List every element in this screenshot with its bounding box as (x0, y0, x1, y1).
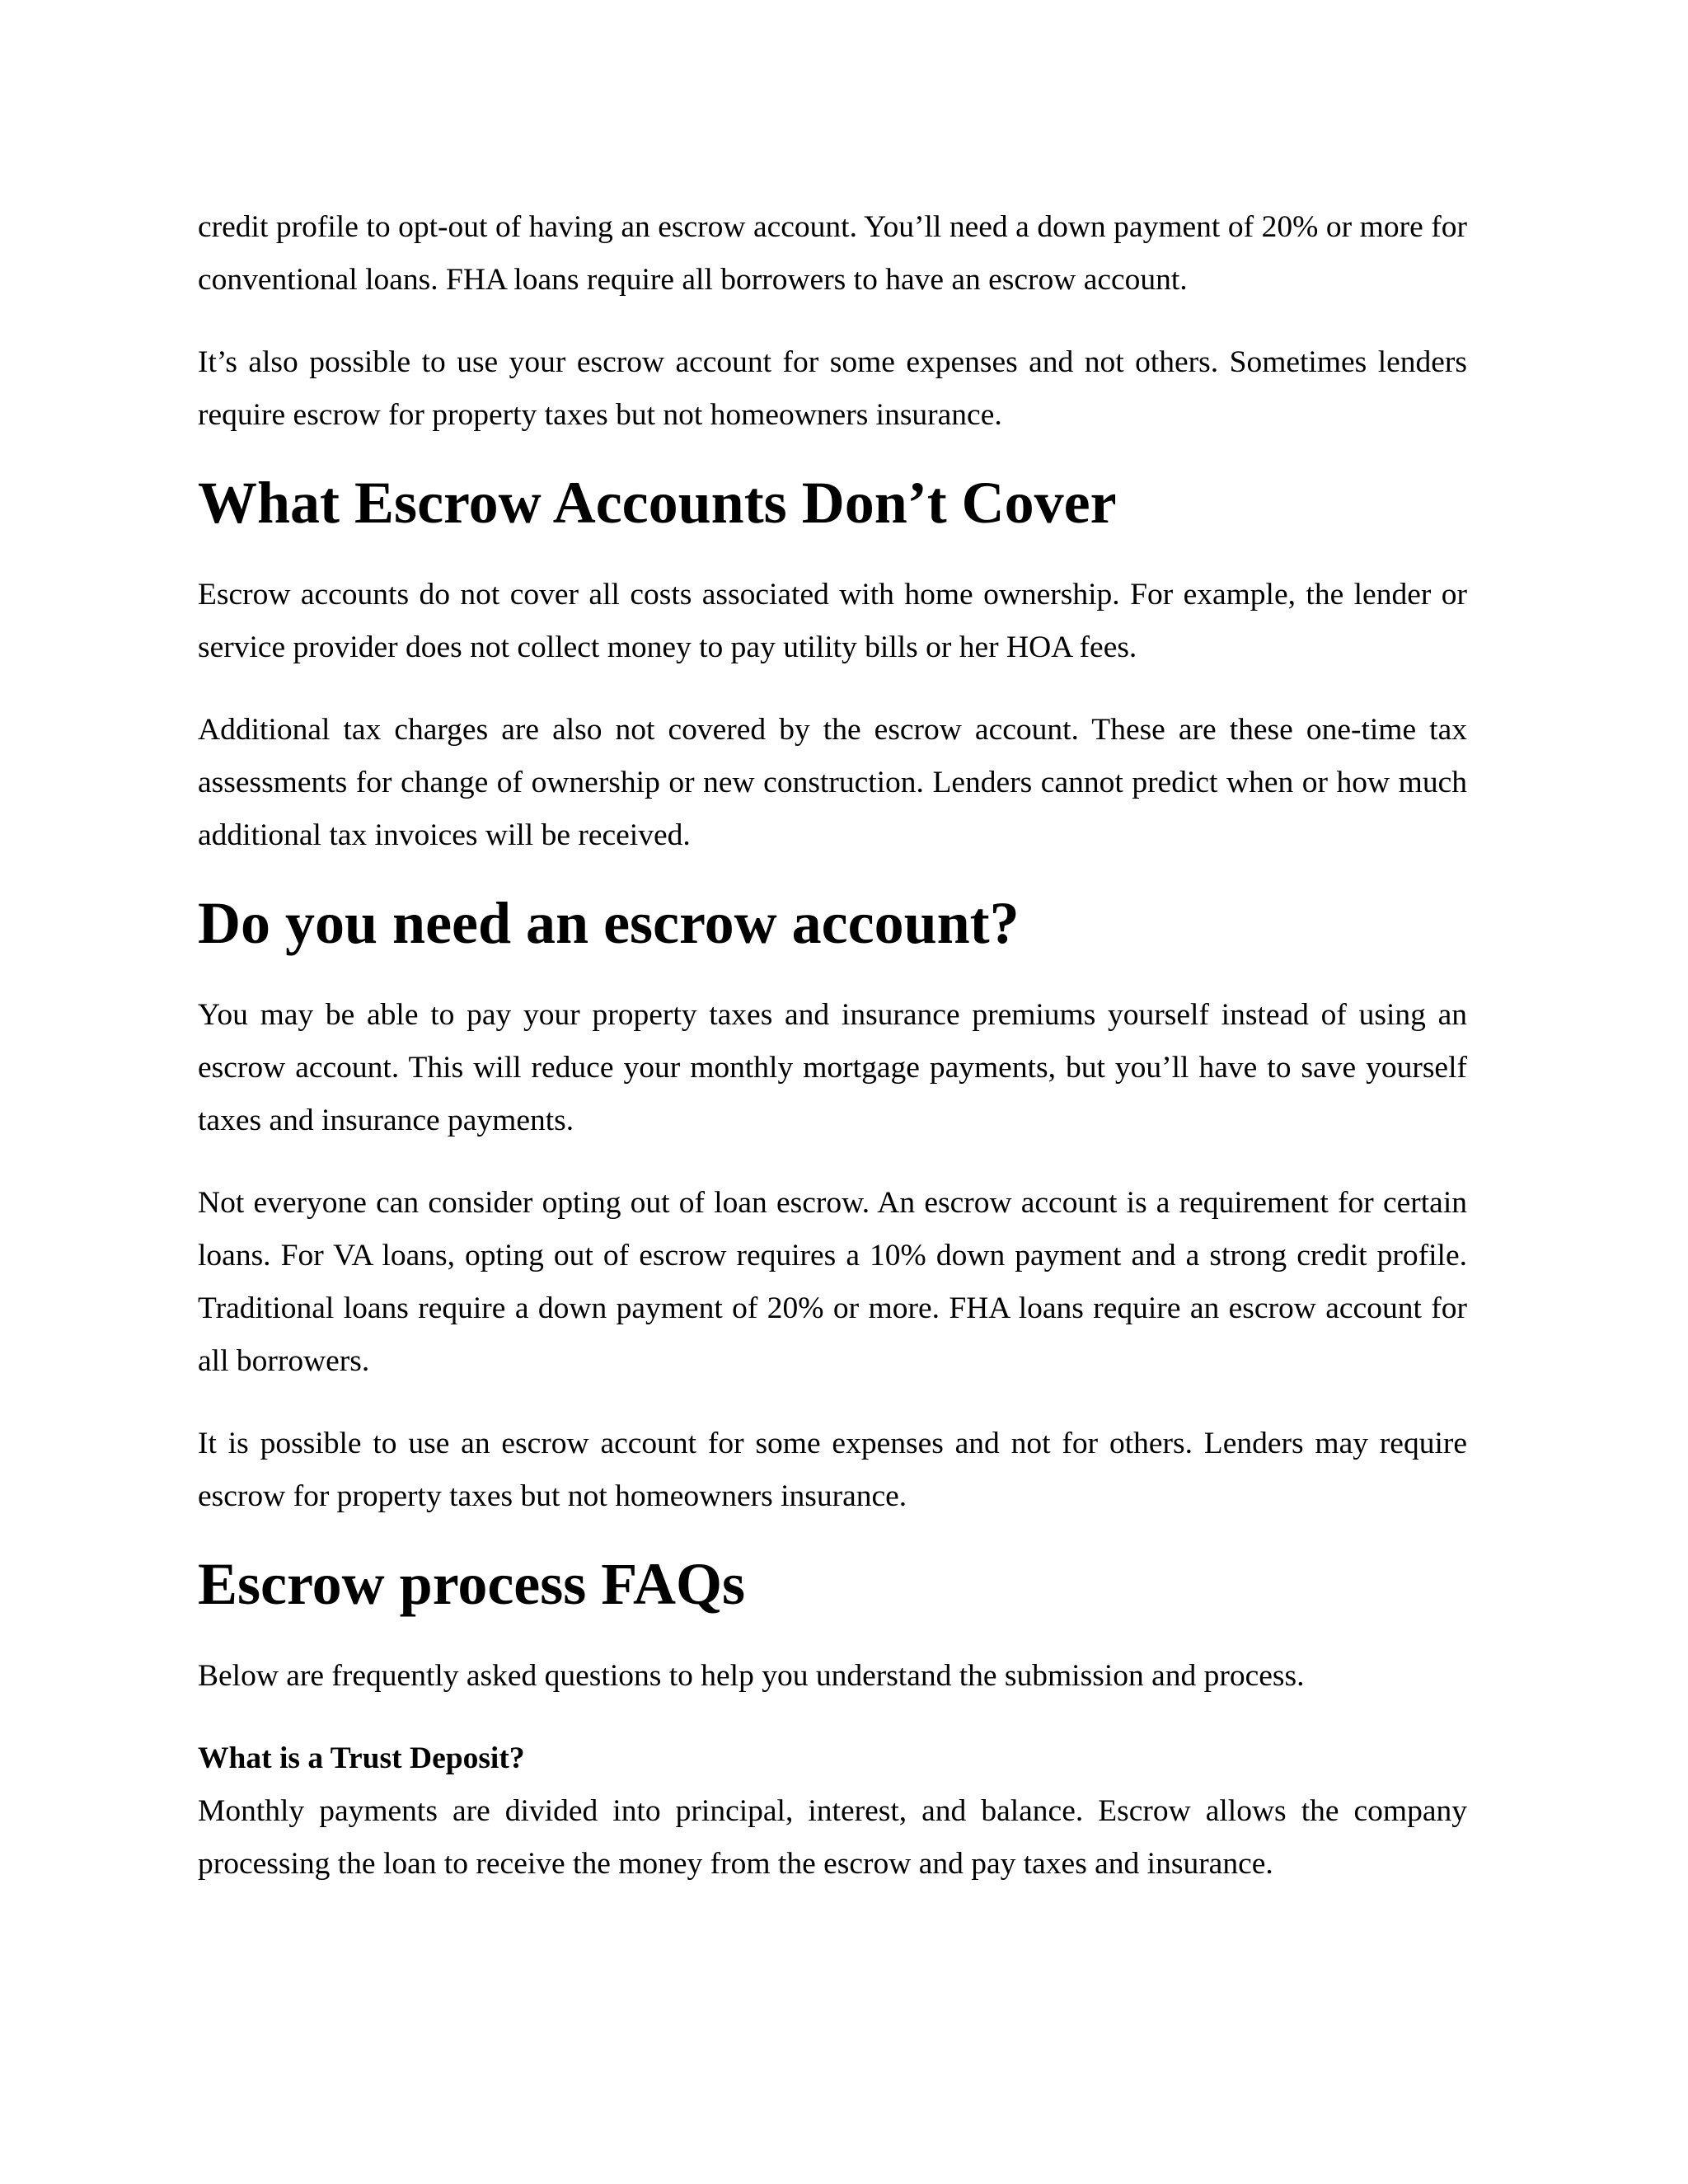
section-heading-escrow-dont-cover: What Escrow Accounts Don’t Cover (198, 470, 1117, 536)
paragraph: credit profile to opt-out of having an escrow account. You’ll need a down payment of 20% or more for conventional loans. FHA loans require all borrowers to have an escrow account. (198, 210, 1467, 297)
document-page (198, 201, 1467, 1891)
paragraph: Escrow accounts do not cover all costs associated with home ownership. For example, the lender or service provider does not collect money to pay utility bills or her HOA fees. (198, 578, 1467, 664)
faq-question: What is a Trust Deposit? (198, 1741, 525, 1775)
paragraph: Below are frequently asked questions to help you understand the submission and process. (198, 1659, 1305, 1693)
faq-answer: Monthly payments are divided into principal, interest, and balance. Escrow allows the company processing the loan to receive the money from the escrow and pay taxes and insurance. (198, 1794, 1467, 1881)
section-heading-faqs: Escrow process FAQs (198, 1551, 745, 1617)
section-heading-need-escrow: Do you need an escrow account? (198, 890, 1020, 956)
paragraph: It’s also possible to use your escrow account for some expenses and not others. Sometimes lenders require escrow for property taxes but not homeowners insurance. (198, 345, 1467, 432)
faq-item (198, 1732, 1467, 1891)
paragraph: Additional tax charges are also not covered by the escrow account. These are these one-time tax assessments for change of ownership or new construction. Lenders cannot predict when or how much additional tax invoices will be received. (198, 713, 1467, 852)
paragraph: Not everyone can consider opting out of loan escrow. An escrow account is a requirement for certain loans. For VA loans, opting out of escrow requires a 10% down payment and a strong credit profile. Traditional loans require a down payment of 20% or more. FHA loans require an escrow account for all borrowers. (198, 1186, 1467, 1378)
paragraph: It is possible to use an escrow account for some expenses and not for others. Lenders may require escrow for property taxes but not homeowners insurance. (198, 1427, 1467, 1513)
paragraph: You may be able to pay your property taxes and insurance premiums yourself instead of using an escrow account. This will reduce your monthly mortgage payments, but you’ll have to save yourself taxes and insurance payments. (198, 998, 1467, 1137)
